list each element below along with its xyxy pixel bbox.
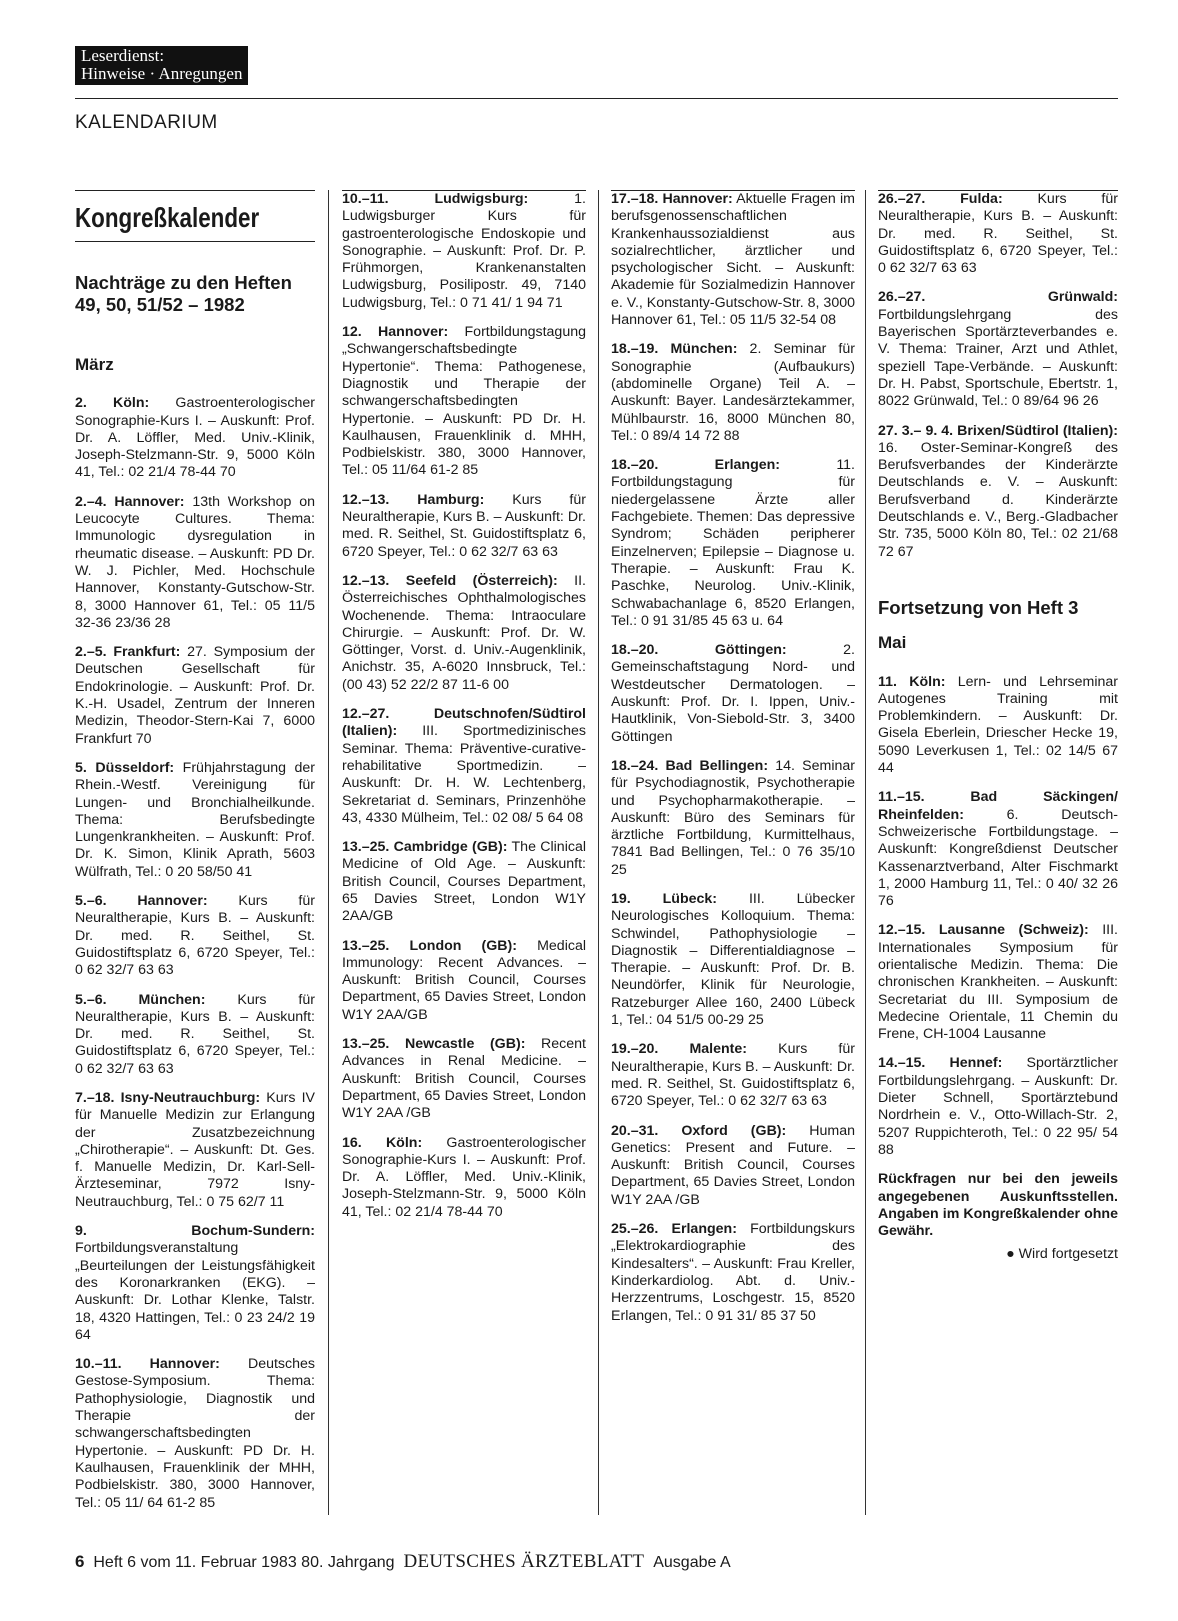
calendar-entry bbox=[342, 191, 586, 312]
calendar-entry bbox=[342, 1036, 586, 1122]
calendar-entry bbox=[611, 1221, 855, 1325]
entry-text: 1. Ludwigsburger Kurs für gastroenterologische Endoskopie und Sonographie. – Auskunft: Prof. Dr. P. Frühmorgen, Krankenanstalten Ludwigsburg, Posilipostr. 49, 7140 Ludwigsburg, Tel.: 0 71 41/ 1 94 71 bbox=[342, 191, 586, 311]
entry-text: Fortbildungsveranstaltung „Beurteilungen der Leistungsfähigkeit des Koronarkranken (EKG). – Auskunft: Dr. Lothar Klenke, Talstr. 18, 4320 Hattingen, Tel.: 0 23 24/2 19 64 bbox=[75, 1240, 315, 1343]
entry-date-place: 5. Düsseldorf: bbox=[75, 759, 175, 776]
entry-list-3 bbox=[611, 191, 855, 1325]
entry-date-place: 5.–6. Hannover: bbox=[75, 893, 208, 910]
calendar-entry bbox=[75, 1356, 315, 1512]
issue-info: Heft 6 vom 11. Februar 1983 80. Jahrgang bbox=[93, 1554, 395, 1571]
calendar-entry bbox=[75, 893, 315, 979]
column-2 bbox=[342, 190, 586, 1233]
column-4 bbox=[878, 190, 1118, 1264]
entry-date-place: 13.–25. Newcastle (GB): bbox=[342, 1036, 526, 1053]
calendar-entry bbox=[878, 289, 1118, 410]
entry-date-place: 10.–11. Ludwigsburg: bbox=[342, 191, 529, 207]
entry-text: Fortbildungstagung „Schwangerschaftsbedingte Hypertonie“. Thema: Pathogenese, Diagnostik und Therapie der schwangerschaftsbedingten Hypertonie. – Auskunft: PD Dr. H. Kaulhausen, Frauenklinik d. MHH, Podbielskistr. 380, 3000 Hannover, Tel.: 05 11/64 61-2 85 bbox=[342, 324, 586, 479]
entry-list-2 bbox=[342, 191, 586, 1221]
entry-text: Kurs IV für Manuelle Medizin zur Erlangung der Zusatzbezeichnung „Chirotherapie“. – Auskunft: Dt. Ges. f. Manuelle Medizin, Dr. Karl-Sell-Ärzteseminar, 7972 Isny-Neutrauchburg, Tel.: 0 75 62/7 11 bbox=[75, 1089, 315, 1210]
calendar-entry bbox=[878, 191, 1118, 277]
subtitle: Nachträge zu den Heften 49, 50, 51/52 – 1982 bbox=[75, 272, 292, 315]
entry-date-place: 9. Bochum-Sundern: bbox=[75, 1223, 315, 1240]
entry-text: Recent Advances in Renal Medicine. – Auskunft: British Council, Courses Department, 65 Davies Street, London W1Y 2AA /GB bbox=[342, 1036, 586, 1122]
calendar-entry bbox=[878, 789, 1118, 910]
calendar-entry bbox=[611, 891, 855, 1029]
header-line-1: Leserdienst: bbox=[81, 46, 165, 65]
entry-date-place: 7.–18. Isny-Neutrauchburg: bbox=[75, 1089, 261, 1106]
entry-text: 27. Symposium der Deutschen Gesellschaft für Endokrinologie. – Auskunft: Prof. Dr. K.-H. Usadel, Zentrum der Inneren Medizin, Theodor-Stern-Kai 7, 6000 Frankfurt 70 bbox=[75, 644, 315, 747]
column-divider bbox=[598, 190, 599, 1515]
header-rule bbox=[75, 98, 1118, 99]
entry-text: Kurs für Neuraltherapie, Kurs B. – Auskunft: Dr. med. R. Seithel, St. Guidostiftsplatz 6, 6720 Speyer, Tel.: 0 62 32/7 63 63 bbox=[878, 191, 1118, 277]
entry-date-place: 2.–4. Hannover: bbox=[75, 493, 185, 510]
entry-date-place: 13.–25. Cambridge (GB): bbox=[342, 839, 508, 856]
entry-date-place: 12.–27. Deutschnofen/Südtirol (Italien): bbox=[342, 706, 586, 740]
entry-text: Kurs für Neuraltherapie, Kurs B. – Auskunft: Dr. med. R. Seithel, St. Guidostiftsplatz 6, 6720 Speyer, Tel.: 0 62 32/7 63 63 bbox=[75, 991, 315, 1077]
calendar-entry bbox=[878, 922, 1118, 1043]
calendar-entry bbox=[342, 839, 586, 925]
calendar-entry bbox=[611, 642, 855, 746]
entry-date-place: 17.–18. Hannover: bbox=[611, 191, 733, 207]
entry-date-place: 11.–15. Bad Säckingen/ Rheinfelden: bbox=[878, 789, 1118, 823]
title-rule bbox=[75, 241, 315, 242]
entry-text: 16. Oster-Seminar-Kongreß des Berufsverbandes der Kinderärzte Deutschlands e. V. – Auskunft: Berufsverband d. Kinderärzte Deutschlands e. V., Berg.-Gladbacher Str. 735, 5000 Köln 80, Tel.: 02 21/68 72 67 bbox=[878, 439, 1118, 560]
entry-text: Fortbildungslehrgang des Bayerischen Sportärzteverbandes e. V. Thema: Trainer, Arzt und Athlet, speziell Tape-Verbände. – Auskunft: Dr. H. Pabst, Sportschule, Ebertstr. 1, 8022 Grünwald, Tel.: 0 89/64 96 26 bbox=[878, 306, 1118, 410]
column-header-box bbox=[75, 46, 248, 85]
entry-date-place: 16. Köln: bbox=[342, 1134, 423, 1151]
entry-date-place: 19.–20. Malente: bbox=[611, 1041, 748, 1058]
entry-date-place: 2.–5. Frankfurt: bbox=[75, 644, 181, 661]
entry-date-place: 26.–27. Grünwald: bbox=[878, 289, 1118, 306]
calendar-entry bbox=[75, 760, 315, 881]
entry-text: 13th Workshop on Leucocyte Cultures. Thema: Immunologic dysregulation in rheumatic disease. – Auskunft: PD Dr. W. J. Pichler, Med. Hochschule Hannover, Konstanty-Gutschow-Str. 8, 3000 Hannover 61, Tel.: 05 11/5 32-36 23/36 28 bbox=[75, 493, 315, 631]
entry-list-5 bbox=[878, 674, 1118, 1160]
entry-text: III. Internationales Symposium für orientalische Medizin. Thema: Die chronischen Krankheiten. – Auskunft: Secretariat du III. Symposium de Medecine Orientale, 11 Chemin du Frene, CH-1004 Lausanne bbox=[878, 922, 1118, 1043]
entry-text: Gastroenterologischer Sonographie-Kurs I. – Auskunft: Prof. Dr. A. Löffler, Med. Univ.-Klinik, Joseph-Stelzmann-Str. 9, 5000 Köln 41, Tel.: 02 21/4 78-44 70 bbox=[75, 395, 315, 481]
calendar-entry bbox=[878, 423, 1118, 561]
entry-text: Kurs für Neuraltherapie, Kurs B. – Auskunft: Dr. med. R. Seithel, St. Guidostiftsplatz 6, 6720 Speyer, Tel.: 0 62 32/7 63 63 bbox=[611, 1041, 855, 1110]
entry-date-place: 26.–27. Fulda: bbox=[878, 191, 1003, 207]
entry-date-place: 12. Hannover: bbox=[342, 324, 449, 341]
entry-text: III. Sportmedizinisches Seminar. Thema: Präventive-curative-rehabilitative Sportmedizin. – Auskunft: Dr. H. W. Lechtenberg, Sekretariat d. Seminars, Prinzenhöhe 43, 4330 Mülheim, Tel.: 02 08/ 5 64 08 bbox=[342, 723, 586, 826]
calendar-entry bbox=[611, 758, 855, 879]
entry-text: Gastroenterologischer Sonographie-Kurs I. – Auskunft: Prof. Dr. A. Löffler, Med. Univ.-Klinik, Joseph-Stelzmann-Str. 9, 5000 Köln 41, Tel.: 02 21/4 78-44 70 bbox=[342, 1134, 586, 1220]
header-line-2: Hinweise · Anregungen bbox=[81, 64, 243, 83]
entry-text: Kurs für Neuraltherapie, Kurs B. – Auskunft: Dr. med. R. Seithel, St. Guidostiftsplatz 6, 6720 Speyer, Tel.: 0 62 32/7 63 63 bbox=[75, 893, 315, 979]
entry-date-place: 5.–6. München: bbox=[75, 991, 206, 1008]
entry-date-place: 25.–26. Erlangen: bbox=[611, 1221, 737, 1238]
calendar-entry bbox=[342, 938, 586, 1024]
column-divider bbox=[865, 190, 866, 1515]
calendar-entry bbox=[611, 191, 855, 329]
page-number: 6 bbox=[75, 1552, 85, 1571]
entry-date-place: 27. 3.– 9. 4. Brixen/Südtirol (Italien): bbox=[878, 422, 1118, 439]
calendar-entry bbox=[611, 1041, 855, 1110]
entry-date-place: 14.–15. Hennef: bbox=[878, 1055, 1003, 1072]
disclaimer-note: Rückfragen nur bei den jeweils angegebenen Auskunftsstellen. Angaben im Kongreßkalender ohne Gewähr. bbox=[878, 1171, 1118, 1240]
entry-text: Human Genetics: Present and Future. – Auskunft: British Council, Courses Department, 65 Davies Street, London W1Y 2AA /GB bbox=[611, 1122, 855, 1208]
calendar-entry bbox=[611, 341, 855, 445]
entry-text: Frühjahrstagung der Rhein.-Westf. Vereinigung für Lungen- und Bronchialheilkunde. Thema: Berufsbedingte Lungenkrankheiten. – Auskunft: Prof. Dr. K. Simon, Klinik Aprath, 5603 Wülfrath, Tel.: 0 20 58/50 41 bbox=[75, 759, 315, 880]
calendar-entry bbox=[342, 1135, 586, 1221]
entry-text: The Clinical Medicine of Old Age. – Auskunft: British Council, Courses Department, 65 Davies Street, London W1Y 2AA/GB bbox=[342, 839, 586, 925]
column-1 bbox=[75, 190, 315, 1524]
entry-text: Kurs für Neuraltherapie, Kurs B. – Auskunft: Dr. med. R. Seithel, St. Guidostiftsplatz 6, 6720 Speyer, Tel.: 0 62 32/7 63 63 bbox=[342, 491, 586, 560]
entry-text: 14. Seminar für Psychodiagnostik, Psychotherapie und Psychopharmakotherapie. – Auskunft: Büro des Seminars für ärztliche Fortbildung, Kurmittelhaus, 7841 Bad Bellingen, Tel.: 0 76 35/10 25 bbox=[611, 757, 855, 878]
entry-date-place: 12.–13. Hamburg: bbox=[342, 491, 485, 508]
section-heading-heft3: Fortsetzung von Heft 3 bbox=[878, 596, 1079, 618]
entry-date-place: 11. Köln: bbox=[878, 673, 946, 690]
calendar-entry bbox=[75, 395, 315, 481]
entry-date-place: 20.–31. Oxford (GB): bbox=[611, 1122, 787, 1139]
calendar-entry bbox=[342, 706, 586, 827]
calendar-entry bbox=[878, 1055, 1118, 1159]
continued-marker: ● Wird fortgesetzt bbox=[1006, 1246, 1118, 1263]
entry-text: Deutsches Gestose-Symposium. Thema: Pathophysiologie, Diagnostik und Therapie der schwangerschaftsbedingten Hypertonie. – Auskunft: PD Dr. H. Kaulhausen, Frauenklinik der MHH, Podbielskistr. 380, 3000 Hannover, Tel.: 05 11/ 64 61-2 85 bbox=[75, 1356, 315, 1511]
month-heading-mai: Mai bbox=[878, 633, 907, 653]
entry-text: III. Lübecker Neurologisches Kolloquium. Thema: Schwindel, Pathophysiologie – Diagnostik – Differentialdiagnose – Therapie. – Auskunft: Prof. Dr. B. Neundörfer, Klinik für Neurologie, Ratzeburger Allee 160, 2400 Lübeck 1, Tel.: 04 51/5 00-29 25 bbox=[611, 890, 856, 1029]
calendar-entry bbox=[611, 1123, 855, 1209]
entry-text: 2. Seminar für Sonographie (Aufbaukurs) (abdominelle Organe) Teil A. – Auskunft: Bayer. Landesärztekammer, Mühlbaurstr. 16, 8000 München 80, Tel.: 0 89/4 14 72 88 bbox=[611, 341, 855, 444]
calendar-entry bbox=[75, 494, 315, 632]
calendar-entry bbox=[342, 573, 586, 694]
entry-text: Lern- und Lehrseminar Autogenes Training mit Problemkindern. – Auskunft: Dr. Gisela Eberlein, Driescher Hecke 19, 5090 Leverkusen 1, Tel.: 02 14/5 67 44 bbox=[878, 673, 1118, 777]
entry-date-place: 18.–24. Bad Bellingen: bbox=[611, 757, 769, 774]
entry-text: 2. Gemeinschaftstagung Nord- und Westdeutscher Dermatologen. – Auskunft: Prof. Dr. I. Ippen, Univ.-Hautklinik, Von-Siebold-Str. 3, 3400 Göttingen bbox=[611, 642, 856, 745]
edition: Ausgabe A bbox=[653, 1554, 731, 1571]
calendar-entry bbox=[75, 644, 315, 748]
entry-list-4 bbox=[878, 191, 1118, 561]
entry-date-place: 12.–15. Lausanne (Schweiz): bbox=[878, 922, 1089, 939]
column-3 bbox=[611, 190, 855, 1337]
publication-name: DEUTSCHES ÄRZTEBLATT bbox=[403, 1551, 645, 1572]
entry-date-place: 18.–20. Erlangen: bbox=[611, 457, 781, 474]
calendar-entry bbox=[342, 324, 586, 480]
entry-text: Fortbildungskurs „Elektrokardiographie des Kindesalters“. – Auskunft: Frau Kreller, Kinderkardiolog. Abt. d. Univ.-Herzzentrums, Loschgestr. 15, 8520 Erlangen, Tel.: 0 91 31/ 85 37 50 bbox=[611, 1221, 855, 1324]
calendar-entry bbox=[75, 992, 315, 1078]
page-title: Kongreßkalender bbox=[75, 202, 260, 233]
calendar-entry bbox=[75, 1223, 315, 1344]
section-title: KALENDARIUM bbox=[75, 112, 218, 133]
entry-date-place: 18.–20. Göttingen: bbox=[611, 642, 787, 659]
calendar-entry bbox=[878, 674, 1118, 778]
calendar-entry bbox=[75, 1090, 315, 1211]
entry-list-1 bbox=[75, 395, 315, 1512]
entry-text: Medical Immunology: Recent Advances. – Auskunft: British Council, Courses Department, 65 Davies Street, London W1Y 2AA/GB bbox=[342, 937, 586, 1023]
entry-text: II. Österreichisches Ophthalmologisches Wochenende. Thema: Intraoculare Chirurgie. – Auskunft: Prof. Dr. W. Göttinger, Vorst. d. Univ.-Augenklinik, Anichstr. 35, A-6020 Innsbruck, Tel.: (00 43) 52 22/2 87 11-6 00 bbox=[342, 572, 586, 693]
column-divider bbox=[328, 190, 329, 1515]
entry-text: 11. Fortbildungstagung für niedergelassene Ärzte aller Fachgebiete. Themen: Das depressive Syndrom; Schäden peripherer Einzelnerven; Epilepsie – Diagnose u. Therapie. – Auskunft: Frau K. Paschke, Neurolog. Univ.-Klinik, Schwabachanlage 6, 8520 Erlangen, Tel.: 0 91 31/85 45 63 u. 64 bbox=[611, 457, 855, 629]
entry-date-place: 2. Köln: bbox=[75, 395, 150, 412]
entry-text: 6. Deutsch-Schweizerische Fortbildungstage. – Auskunft: Kongreßdienst Deutscher Kassenarztverband, Alter Fischmarkt 1, 2000 Hamburg 11, Tel.: 0 40/ 32 26 76 bbox=[878, 806, 1118, 910]
month-heading-maerz: März bbox=[75, 355, 114, 374]
entry-text: Sportärztlicher Fortbildungslehrgang. – Auskunft: Dr. Dieter Schnell, Sportärztebund Nordrhein e. V., Otto-Willach-Str. 2, 5207 Ruppichteroth, Tel.: 0 22 95/ 54 88 bbox=[878, 1055, 1118, 1158]
entry-text: Aktuelle Fragen im berufsgenossenschaftlichen Krankenhaussozialdienst aus sozialrechtlicher, ärztlicher und psychologischer Sicht. – Auskunft: Akademie für Sozialmedizin Hannover e. V., Konstanty-Gutschow-Str. 8, 3000 Hannover 61, Tel.: 05 11/5 32-54 08 bbox=[611, 191, 855, 329]
entry-date-place: 18.–19. München: bbox=[611, 341, 738, 358]
entry-date-place: 10.–11. Hannover: bbox=[75, 1356, 220, 1373]
page-footer bbox=[75, 1551, 731, 1573]
entry-date-place: 12.–13. Seefeld (Österreich): bbox=[342, 572, 558, 589]
calendar-entry bbox=[611, 457, 855, 630]
entry-date-place: 19. Lübeck: bbox=[611, 890, 718, 907]
calendar-entry bbox=[342, 492, 586, 561]
entry-date-place: 13.–25. London (GB): bbox=[342, 937, 517, 954]
